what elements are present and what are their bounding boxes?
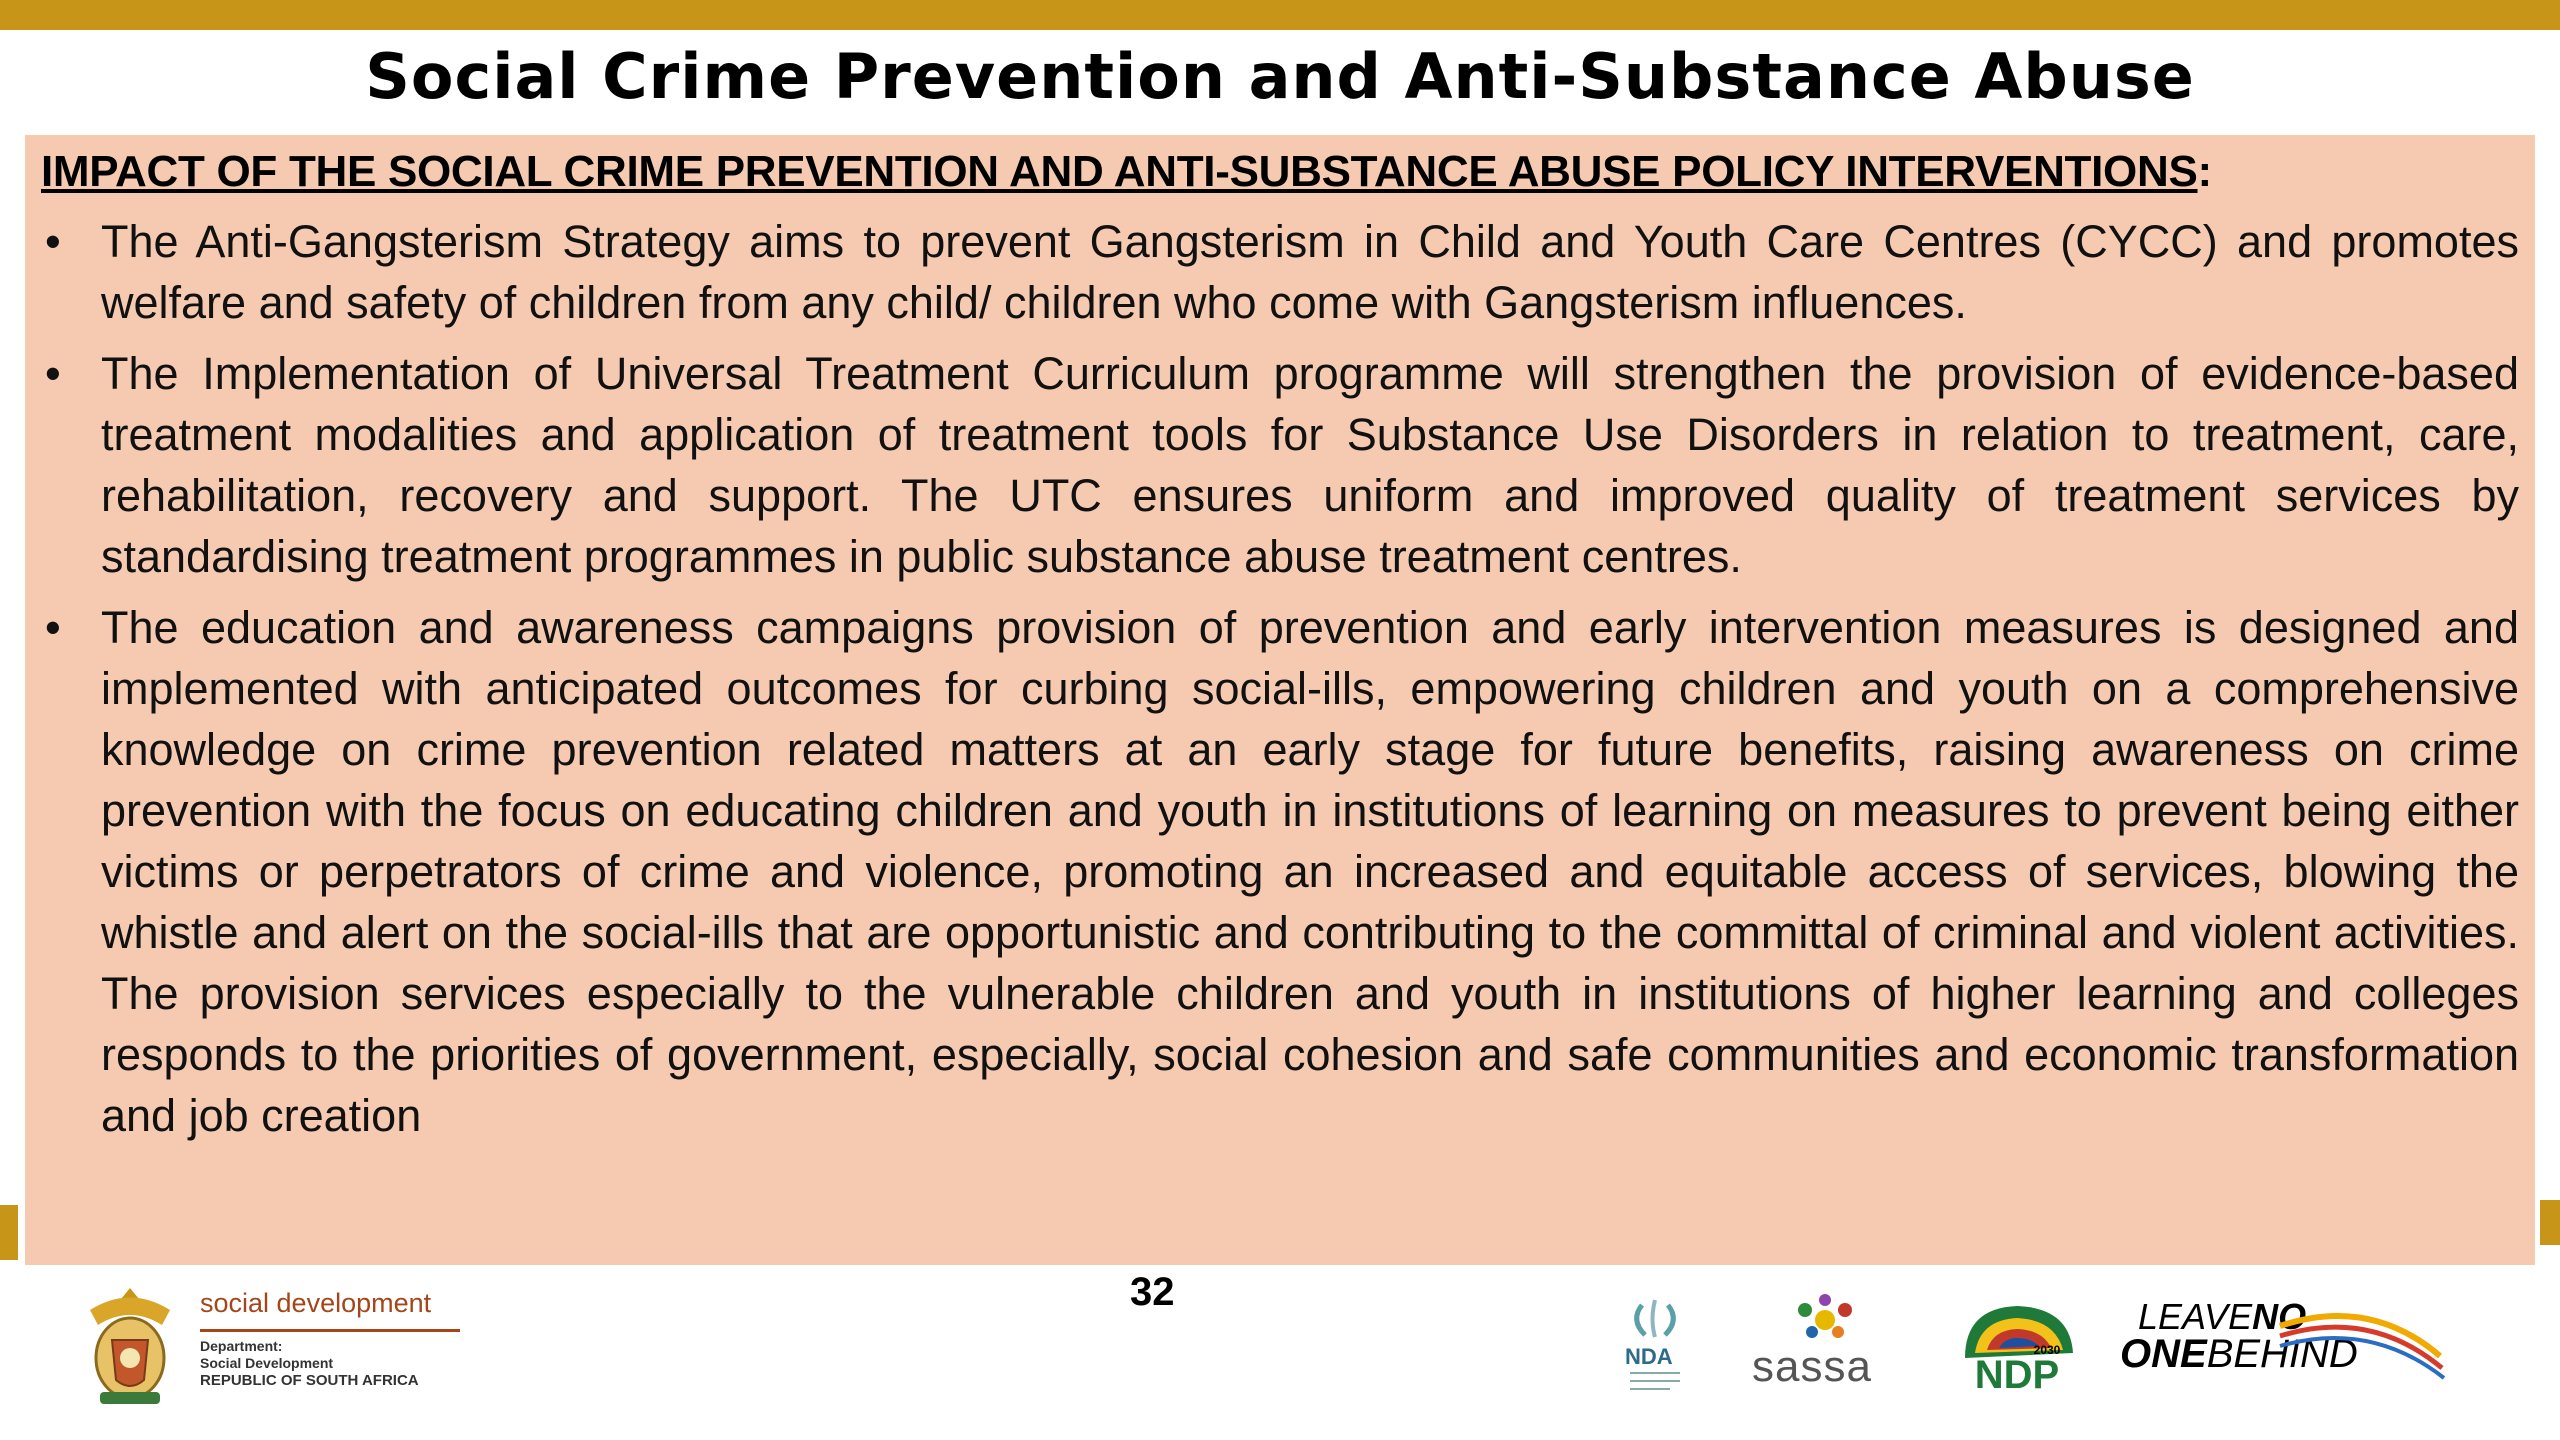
bullet-icon: • [45,348,61,399]
section-heading [41,147,2519,197]
lnob-behind: BEHIND [2206,1332,2358,1376]
section-heading-text: IMPACT OF THE SOCIAL CRIME PREVENTION AND ANTI-SUBSTANCE ABUSE POLICY INTERVENTIONS [41,147,2198,196]
leave-no-one-behind-logo [2120,1296,2450,1396]
dept-country: REPUBLIC OF SOUTH AFRICA [200,1372,419,1389]
right-accent-tab [2540,1200,2560,1245]
lnob-no: NO [2252,1296,2307,1337]
dept-details [200,1338,419,1389]
bullet-item [41,597,2519,1146]
bullet-icon: • [45,216,61,267]
ndp-label: NDP [1974,1353,2060,1393]
bullet-list [41,211,2519,1146]
bullet-item [41,343,2519,587]
sassa-logo-icon [1770,1290,1880,1350]
dept-line: Social Development [200,1355,334,1371]
ndp-year: 2030 [2033,1343,2061,1357]
dept-line: Department: [200,1338,283,1354]
left-accent-tab [0,1205,18,1260]
nda-label: NDA [1625,1344,1673,1369]
slide-title: Social Crime Prevention and Anti-Substance Abuse [365,40,2195,113]
content-panel [25,135,2535,1265]
dept-divider [200,1329,460,1332]
lnob-leave: LEAVE [2138,1296,2253,1337]
sassa-label: sassa [1752,1342,1872,1391]
bullet-item [41,211,2519,333]
bullet-icon: • [45,602,61,653]
bullet-text: The Implementation of Universal Treatment Curriculum programme will strengthen the provision of evidence-based treatment modalities and application of treatment tools for Substance Use Disorders in relation to treatment, care, rehabilitation, recovery and support. The UTC ensures uniform and improved quality of treatment services by standardising treatment programmes in public substance abuse treatment centres. [101,348,2519,582]
lnob-swoosh-icon [2270,1296,2450,1386]
page-number: 32 [1130,1270,1175,1314]
ndp-logo-icon [1955,1298,2080,1393]
dept-name: social development [200,1288,432,1318]
coat-of-arms-icon [70,1280,190,1410]
top-accent-bar [0,0,2560,30]
section-heading-colon: : [2197,147,2212,196]
bullet-text: The Anti-Gangsterism Strategy aims to prevent Gangsterism in Child and Youth Care Centres (CYCC) and promotes welfare and safety of children from any child/ children who come with Gangsterism influences. [101,216,2519,328]
bullet-text: The education and awareness campaigns provision of prevention and early intervention measures is designed and implemented with anticipated outcomes for curbing social-ills, empowering children and youth on a comprehensive knowledge on crime prevention related matters at an early stage for future benefits, raising awareness on crime prevention with the focus on educating children and youth in institutions of learning on measures to prevent being either victims or perpetrators of crime and violence, promoting an increased and equitable access of services, blowing the whistle and alert on the social-ills that are opportunistic and contributing to the committal of criminal and violent activities. The provision services especially to the vulnerable children and youth in institutions of higher learning and colleges responds to the priorities of government, especially, social cohesion and safe communities and economic transformation and job creation [101,602,2519,1141]
lnob-one: ONE [2120,1332,2207,1376]
